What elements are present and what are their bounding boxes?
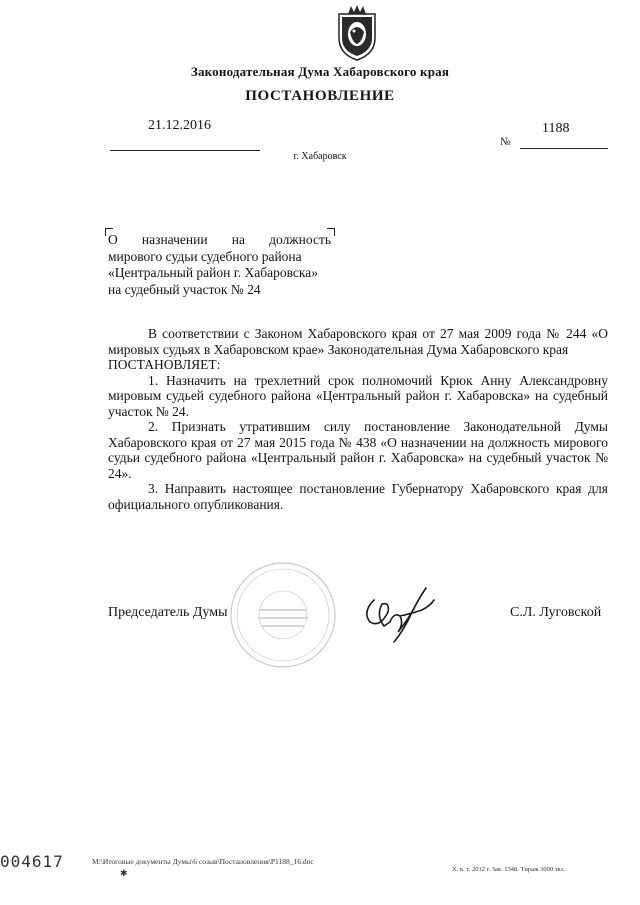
subject-line: мирового судьи судебного района xyxy=(108,248,302,264)
handwritten-signature xyxy=(360,582,440,644)
subject-line: на судебный участок № 24 xyxy=(108,281,261,297)
city-name: г. Хабаровск xyxy=(293,151,347,162)
print-info: Х. к. т. 2012 г. Зак. 1348. Тираж 3000 экз. xyxy=(452,866,565,873)
resolves-heading: ПОСТАНОВЛЯЕТ: xyxy=(108,357,221,372)
subject-line: О назначении на должность xyxy=(108,232,331,247)
number-underline xyxy=(520,148,608,149)
signatory-name: С.Л. Луговской xyxy=(510,605,602,620)
resolution-item: 3. Направить настоящее постановление Губернатору Хабаровского края для официального опубликования. xyxy=(108,481,608,512)
document-date: 21.12.2016 xyxy=(148,118,211,133)
resolution-item: 1. Назначить на трехлетний срок полномочий Крюк Анну Александровну мировым судьей судебного района «Центральный район г. Хабаровска» на судебный участок № 24. xyxy=(108,372,608,419)
organization-name: Законодательная Дума Хабаровского края xyxy=(190,64,450,79)
document-type: ПОСТАНОВЛЕНИЕ xyxy=(245,88,395,104)
document-subject xyxy=(108,232,331,298)
document-number: 1188 xyxy=(542,121,570,136)
file-path: M:\Итоговые документы Думы\6 созыв\Постановления\P1188_16.doc xyxy=(92,857,314,866)
star-mark: ✱ xyxy=(120,868,128,878)
number-label: № xyxy=(500,136,511,148)
document-body xyxy=(108,326,608,512)
signatory-title: Председатель Думы xyxy=(108,605,228,620)
official-stamp xyxy=(228,560,338,670)
registry-number: 004617 xyxy=(0,852,64,871)
resolution-item: 2. Признать утратившим силу постановление Законодательной Думы Хабаровского края от 27 мая 2015 года № 438 «О назначении на должность мирового судьи судебного района «Центральный район г. Хабаровска» на судебный участок № 24». xyxy=(108,419,608,481)
coat-of-arms-emblem xyxy=(334,4,380,62)
subject-line: «Центральный район г. Хабаровска» xyxy=(108,265,318,280)
preamble-paragraph: В соответствии с Законом Хабаровского края от 27 мая 2009 года № 244 «О мировых судьях в Хабаровском крае» Законодательная Дума Хабаровского края xyxy=(108,326,608,357)
